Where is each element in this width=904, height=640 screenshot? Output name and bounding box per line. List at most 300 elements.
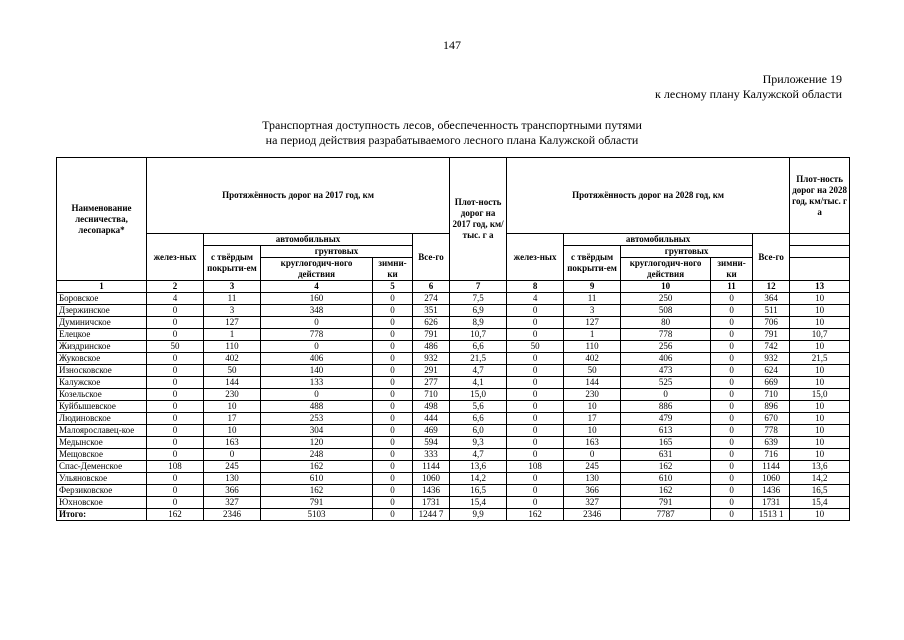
table-cell: 0: [147, 473, 204, 485]
totals-cell: 162: [507, 509, 564, 521]
table-row: [57, 437, 850, 449]
table-cell: 0: [711, 293, 753, 305]
table-cell: 3: [204, 305, 261, 317]
table-cell: 163: [564, 437, 621, 449]
header-dirt-2028: грунтовых: [621, 246, 753, 258]
table-cell: 0: [373, 377, 413, 389]
table-cell: 639: [753, 437, 790, 449]
header-roads-2017: Протяжённость дорог на 2017 год, км: [147, 158, 450, 234]
column-number: 3: [204, 281, 261, 293]
table-cell: 0: [373, 329, 413, 341]
table-cell: 402: [204, 353, 261, 365]
table-cell: 13,6: [450, 461, 507, 473]
totals-cell: 1244 7: [413, 509, 450, 521]
table-cell: 327: [564, 497, 621, 509]
table-cell: 1060: [753, 473, 790, 485]
forestry-name: Медынское: [57, 437, 147, 449]
table-cell: 15,4: [790, 497, 850, 509]
table-cell: 10: [790, 305, 850, 317]
forestry-name: Малоярославец-кое: [57, 425, 147, 437]
table-cell: 486: [413, 341, 450, 353]
table-cell: 230: [564, 389, 621, 401]
table-cell: 13,6: [790, 461, 850, 473]
table-cell: 0: [621, 389, 711, 401]
table-cell: 366: [204, 485, 261, 497]
column-number: 12: [753, 281, 790, 293]
table-cell: 9,3: [450, 437, 507, 449]
table-cell: 0: [711, 413, 753, 425]
column-number: 6: [413, 281, 450, 293]
table-cell: 15,0: [790, 389, 850, 401]
totals-cell: 10: [790, 509, 850, 521]
table-cell: 0: [507, 329, 564, 341]
table-cell: 348: [261, 305, 373, 317]
table-cell: 0: [711, 425, 753, 437]
table-cell: 162: [261, 461, 373, 473]
table-cell: 0: [711, 317, 753, 329]
table-cell: 669: [753, 377, 790, 389]
table-cell: 473: [621, 365, 711, 377]
totals-row: [57, 509, 850, 521]
table-cell: 0: [507, 377, 564, 389]
table-row: [57, 425, 850, 437]
table-cell: 80: [621, 317, 711, 329]
table-cell: 21,5: [790, 353, 850, 365]
table-cell: 10: [790, 317, 850, 329]
forestry-name: Ферзиковское: [57, 485, 147, 497]
page-number: 147: [443, 38, 461, 52]
table-cell: 626: [413, 317, 450, 329]
table-cell: 469: [413, 425, 450, 437]
table-cell: 525: [621, 377, 711, 389]
table-cell: 144: [564, 377, 621, 389]
table-cell: 0: [711, 437, 753, 449]
table-cell: 230: [204, 389, 261, 401]
table-cell: 0: [373, 473, 413, 485]
forestry-name: Ульяновское: [57, 473, 147, 485]
table-cell: 0: [564, 449, 621, 461]
table-cell: 0: [711, 377, 753, 389]
header-rail-2017: желез-ных: [147, 234, 204, 281]
table-cell: 0: [711, 329, 753, 341]
table-cell: 0: [507, 353, 564, 365]
table-cell: 0: [711, 401, 753, 413]
table-cell: 0: [261, 389, 373, 401]
table-cell: 0: [147, 353, 204, 365]
table-cell: 327: [204, 497, 261, 509]
table-cell: 0: [147, 413, 204, 425]
table-cell: 0: [147, 437, 204, 449]
table-cell: 0: [373, 497, 413, 509]
table-row: [57, 389, 850, 401]
title-line-2: на период действия разрабатываемого лесного плана Калужской области: [265, 133, 639, 147]
table-cell: 11: [204, 293, 261, 305]
forestry-name: Жиздринское: [57, 341, 147, 353]
table-cell: 0: [507, 389, 564, 401]
table-cell: 165: [621, 437, 711, 449]
appendix-line-2: к лесному плану Калужской области: [655, 87, 842, 101]
table-cell: 624: [753, 365, 790, 377]
table-cell: 10: [204, 401, 261, 413]
table-cell: 0: [373, 365, 413, 377]
table-cell: 0: [373, 425, 413, 437]
totals-cell: 2346: [204, 509, 261, 521]
table-cell: 108: [507, 461, 564, 473]
table-cell: 4: [147, 293, 204, 305]
table-cell: 15,0: [450, 389, 507, 401]
table-cell: 366: [564, 485, 621, 497]
forestry-name: Куйбышевское: [57, 401, 147, 413]
table-cell: 10: [790, 365, 850, 377]
table-cell: 162: [261, 485, 373, 497]
table-cell: 127: [204, 317, 261, 329]
table-cell: 333: [413, 449, 450, 461]
table-cell: 6,6: [450, 413, 507, 425]
table-cell: 0: [373, 353, 413, 365]
table-cell: 778: [753, 425, 790, 437]
table-cell: 8,9: [450, 317, 507, 329]
table-cell: 10: [564, 425, 621, 437]
table-cell: 1060: [413, 473, 450, 485]
table-cell: 0: [711, 365, 753, 377]
table-cell: 791: [261, 497, 373, 509]
table-cell: 4,1: [450, 377, 507, 389]
table-cell: 14,2: [450, 473, 507, 485]
header-paved-2017: с твёрдым покрыти-ем: [204, 246, 261, 281]
header-name: Наименование лесничества, лесопарка*: [57, 158, 147, 281]
table-cell: 163: [204, 437, 261, 449]
table-cell: 710: [753, 389, 790, 401]
forestry-name: Жуковское: [57, 353, 147, 365]
column-number: 10: [621, 281, 711, 293]
table-cell: 4,7: [450, 365, 507, 377]
appendix-line-1: Приложение 19: [762, 72, 842, 86]
totals-cell: 0: [373, 509, 413, 521]
table-cell: 511: [753, 305, 790, 317]
table-cell: 0: [147, 497, 204, 509]
table-cell: 10: [790, 425, 850, 437]
table-cell: 716: [753, 449, 790, 461]
table-row: [57, 401, 850, 413]
table-cell: 250: [621, 293, 711, 305]
column-number: 13: [790, 281, 850, 293]
table-cell: 631: [621, 449, 711, 461]
table-row: [57, 329, 850, 341]
table-cell: 0: [507, 485, 564, 497]
header-blank-1: [790, 234, 850, 246]
totals-cell: 0: [711, 509, 753, 521]
table-cell: 50: [204, 365, 261, 377]
table-cell: 0: [507, 305, 564, 317]
header-blank-2: [790, 246, 850, 258]
header-winter-2017: зимни-ки: [373, 258, 413, 281]
table-row: [57, 365, 850, 377]
table-cell: 6,6: [450, 341, 507, 353]
forestry-name: Спас-Деменское: [57, 461, 147, 473]
column-number: 8: [507, 281, 564, 293]
header-density-2028: Плот-ность дорог на 2028 год, км/тыс. г а: [790, 158, 850, 234]
header-density-2017: Плот-ность дорог на 2017 год, км/тыс. г а: [450, 158, 507, 281]
table-cell: 10: [790, 401, 850, 413]
table-cell: 291: [413, 365, 450, 377]
road-table: [56, 157, 850, 521]
table-cell: 110: [204, 341, 261, 353]
table-cell: 10: [790, 449, 850, 461]
totals-cell: 1513 1: [753, 509, 790, 521]
table-cell: 50: [147, 341, 204, 353]
table-cell: 140: [261, 365, 373, 377]
header-allseason-2028: круглогодич-ного действия: [621, 258, 711, 281]
table-cell: 0: [711, 389, 753, 401]
totals-cell: 7787: [621, 509, 711, 521]
table-cell: 508: [621, 305, 711, 317]
column-number: 11: [711, 281, 753, 293]
table-cell: 1: [564, 329, 621, 341]
header-roads-2028: Протяжённость дорог на 2028 год, км: [507, 158, 790, 234]
totals-cell: 2346: [564, 509, 621, 521]
table-cell: 17: [204, 413, 261, 425]
table-cell: 0: [711, 449, 753, 461]
table-cell: 256: [621, 341, 711, 353]
header-winter-2028: зимни-ки: [711, 258, 753, 281]
column-number: 1: [57, 281, 147, 293]
table-cell: 0: [261, 317, 373, 329]
forestry-name: Елецкое: [57, 329, 147, 341]
column-number: 7: [450, 281, 507, 293]
table-row: [57, 377, 850, 389]
table-cell: 10: [564, 401, 621, 413]
table-cell: 0: [373, 437, 413, 449]
header-auto-2017: автомобильных: [204, 234, 413, 246]
table-row: [57, 341, 850, 353]
table-cell: 0: [373, 293, 413, 305]
table-cell: 17: [564, 413, 621, 425]
table-cell: 594: [413, 437, 450, 449]
header-blank-3: [790, 258, 850, 281]
table-cell: 406: [261, 353, 373, 365]
table-row: [57, 413, 850, 425]
table-cell: 0: [507, 401, 564, 413]
table-cell: 245: [564, 461, 621, 473]
table-cell: 670: [753, 413, 790, 425]
header-dirt-2017: грунтовых: [261, 246, 413, 258]
table-cell: 498: [413, 401, 450, 413]
table-cell: 351: [413, 305, 450, 317]
table-cell: 10: [790, 377, 850, 389]
table-cell: 1: [204, 329, 261, 341]
table-cell: 10: [204, 425, 261, 437]
table-cell: 0: [507, 473, 564, 485]
table-cell: 0: [147, 377, 204, 389]
title-line-1: Транспортная доступность лесов, обеспеченность транспортными путями: [262, 118, 642, 132]
table-cell: 0: [147, 365, 204, 377]
table-cell: 7,5: [450, 293, 507, 305]
table-cell: 11: [564, 293, 621, 305]
totals-cell: 162: [147, 509, 204, 521]
table-cell: 0: [711, 305, 753, 317]
table-cell: 0: [373, 413, 413, 425]
column-number: 5: [373, 281, 413, 293]
totals-cell: 9,9: [450, 509, 507, 521]
forestry-name: Людиновское: [57, 413, 147, 425]
table-cell: 274: [413, 293, 450, 305]
table-cell: 1731: [753, 497, 790, 509]
table-cell: 706: [753, 317, 790, 329]
table-cell: 3: [564, 305, 621, 317]
table-cell: 15,4: [450, 497, 507, 509]
table-cell: 1144: [413, 461, 450, 473]
table-cell: 130: [204, 473, 261, 485]
forestry-name: Мещовское: [57, 449, 147, 461]
table-cell: 0: [711, 485, 753, 497]
table-cell: 108: [147, 461, 204, 473]
table-cell: 245: [204, 461, 261, 473]
header-total-2017: Все-го: [413, 234, 450, 281]
table-cell: 10,7: [790, 329, 850, 341]
table-cell: 160: [261, 293, 373, 305]
column-number: 4: [261, 281, 373, 293]
table-cell: 0: [507, 437, 564, 449]
table-cell: 0: [204, 449, 261, 461]
table-cell: 50: [507, 341, 564, 353]
table-cell: 0: [147, 389, 204, 401]
header-allseason-2017: круглогодич-ного действия: [261, 258, 373, 281]
header-auto-2028: автомобильных: [564, 234, 753, 246]
table-cell: 10: [790, 341, 850, 353]
table-cell: 896: [753, 401, 790, 413]
table-cell: 144: [204, 377, 261, 389]
table-cell: 0: [147, 425, 204, 437]
table-cell: 248: [261, 449, 373, 461]
table-cell: 0: [711, 353, 753, 365]
table-cell: 613: [621, 425, 711, 437]
table-cell: 162: [621, 485, 711, 497]
header-paved-2028: с твёрдым покрыти-ем: [564, 246, 621, 281]
table-cell: 10,7: [450, 329, 507, 341]
table-cell: 16,5: [450, 485, 507, 497]
table-cell: 0: [147, 485, 204, 497]
table-cell: 0: [147, 305, 204, 317]
table-cell: 0: [507, 449, 564, 461]
table-cell: 0: [507, 497, 564, 509]
table-cell: 0: [507, 425, 564, 437]
table-cell: 0: [147, 317, 204, 329]
column-number: 9: [564, 281, 621, 293]
table-row: [57, 293, 850, 305]
table-cell: 0: [373, 317, 413, 329]
table-cell: 0: [373, 485, 413, 497]
header-total-2028: Все-го: [753, 234, 790, 281]
table-cell: 932: [753, 353, 790, 365]
table-cell: 778: [261, 329, 373, 341]
table-cell: 0: [373, 461, 413, 473]
table-cell: 0: [373, 401, 413, 413]
table-cell: 791: [753, 329, 790, 341]
table-cell: 21,5: [450, 353, 507, 365]
table-cell: 130: [564, 473, 621, 485]
table-cell: 742: [753, 341, 790, 353]
table-cell: 0: [507, 413, 564, 425]
table-cell: 304: [261, 425, 373, 437]
column-number: 2: [147, 281, 204, 293]
table-cell: 4: [507, 293, 564, 305]
table-cell: 0: [507, 317, 564, 329]
table-cell: 444: [413, 413, 450, 425]
table-cell: 791: [413, 329, 450, 341]
table-cell: 10: [790, 293, 850, 305]
table-cell: 110: [564, 341, 621, 353]
table-cell: 10: [790, 437, 850, 449]
table-cell: 610: [261, 473, 373, 485]
header-rail-2028: желез-ных: [507, 234, 564, 281]
table-cell: 406: [621, 353, 711, 365]
table-cell: 0: [711, 473, 753, 485]
table-cell: 0: [711, 461, 753, 473]
table-cell: 0: [261, 341, 373, 353]
forestry-name: Износковское: [57, 365, 147, 377]
table-cell: 4,7: [450, 449, 507, 461]
column-number-row: [57, 281, 850, 293]
table-cell: 364: [753, 293, 790, 305]
table-row: [57, 473, 850, 485]
table-cell: 0: [373, 341, 413, 353]
forestry-name: Думиничское: [57, 317, 147, 329]
table-row: [57, 449, 850, 461]
table-cell: 253: [261, 413, 373, 425]
table-row: [57, 353, 850, 365]
table-cell: 479: [621, 413, 711, 425]
table-cell: 6,0: [450, 425, 507, 437]
table-cell: 1731: [413, 497, 450, 509]
table-cell: 6,9: [450, 305, 507, 317]
table-cell: 778: [621, 329, 711, 341]
forestry-name: Козельское: [57, 389, 147, 401]
totals-cell: 5103: [261, 509, 373, 521]
table-row: [57, 497, 850, 509]
table-row: [57, 317, 850, 329]
table-cell: 14,2: [790, 473, 850, 485]
appendix-heading: [655, 72, 842, 102]
table-cell: 0: [711, 497, 753, 509]
table-cell: 10: [790, 413, 850, 425]
table-row: [57, 305, 850, 317]
table-cell: 50: [564, 365, 621, 377]
forestry-name: Дзержинское: [57, 305, 147, 317]
table-cell: 162: [621, 461, 711, 473]
table-cell: 932: [413, 353, 450, 365]
table-cell: 0: [147, 449, 204, 461]
table-cell: 0: [373, 389, 413, 401]
table-cell: 0: [507, 365, 564, 377]
table-cell: 1436: [413, 485, 450, 497]
table-cell: 5,6: [450, 401, 507, 413]
table-cell: 402: [564, 353, 621, 365]
forestry-name: Калужское: [57, 377, 147, 389]
table-cell: 0: [711, 341, 753, 353]
table-body: [57, 293, 850, 521]
table-cell: 16,5: [790, 485, 850, 497]
table-cell: 0: [147, 401, 204, 413]
table-row: [57, 485, 850, 497]
table-cell: 120: [261, 437, 373, 449]
table-row: [57, 461, 850, 473]
table-cell: 1144: [753, 461, 790, 473]
table-cell: 277: [413, 377, 450, 389]
document-title: [0, 118, 904, 148]
table-cell: 0: [373, 449, 413, 461]
forestry-name: Боровское: [57, 293, 147, 305]
table-cell: 1436: [753, 485, 790, 497]
